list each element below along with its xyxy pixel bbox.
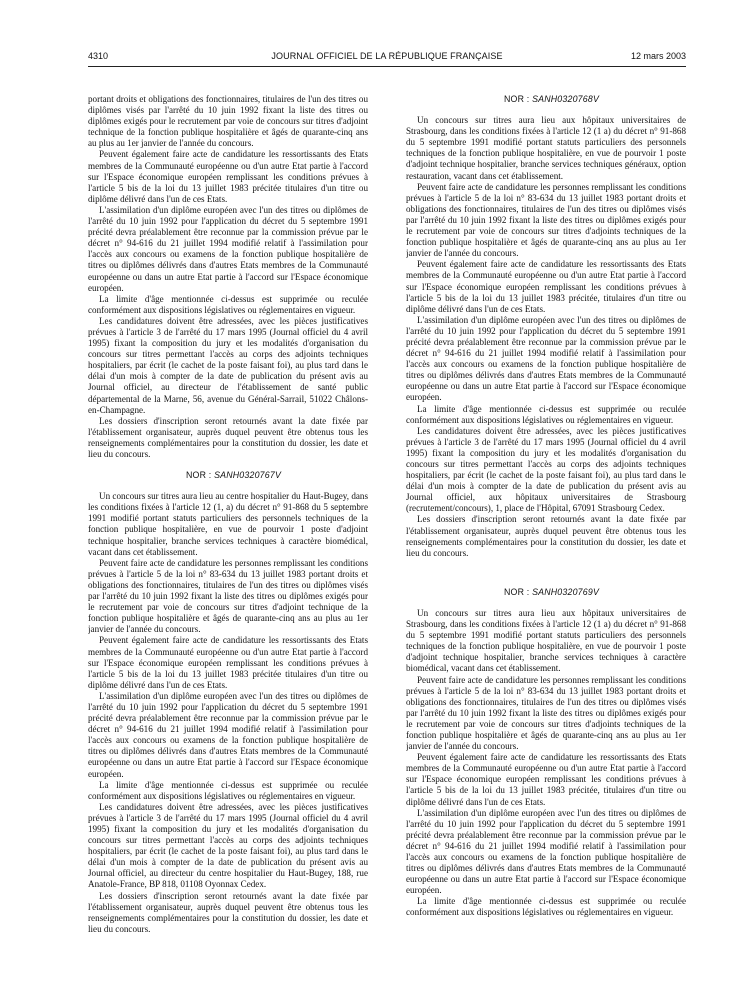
paragraph: Peuvent faire acte de candidature les personnes remplissant les conditions prévues à l'article 5 de la loi n° 83-634 du 13 juillet 1983 portant droits et obligations des fonctionnaires, titulaires de l'un des titres ou diplômes visés par l'arrêté du 10 juin 1992 fixant la liste des titres ou diplômes exigés pour le recrutement par voie de concours sur titres d'adjoints techniques de la fonction publique hospitalière et âgés de quarante-cinq ans au plus au 1er janvier de l'année du concours.	[406, 674, 686, 752]
paragraph: portant droits et obligations des fonctionnaires, titulaires de l'un des titres ou diplômes visés par l'arrêté du 10 juin 1992 fixant la liste des titres ou diplômes exigés pour le recrutement par voie de concours sur titres d'adjoint technique de la fonction publique hospitalière et âgés de quarante-cinq ans au plus au 1er janvier de l'année du concours.	[88, 94, 368, 149]
paragraph: La limite d'âge mentionnée ci-dessus est supprimée ou reculée conformément aux dispositions législatives ou réglementaires en vigueur.	[88, 293, 368, 315]
nor-code: SANH0320769V	[532, 586, 600, 597]
paragraph: La limite d'âge mentionnée ci-dessus est supprimée ou reculée conformément aux dispositions législatives ou réglementaires en vigueur.	[88, 779, 368, 801]
nor-code: SANH0320767V	[214, 470, 282, 481]
paragraph: Peuvent également faire acte de candidature les ressortissants des Etats membres de la Communauté européenne ou d'un autre Etat partie à l'accord sur l'Espace économique européen remplissant les conditions prévues à l'article 5 bis de la loi du 13 juillet 1983 précitée, titulaires d'un titre ou diplôme délivré dans l'un de ces Etats.	[406, 259, 686, 314]
paragraph: Peuvent également faire acte de candidature les ressortissants des Etats membres de la Communauté européenne ou d'un autre Etat partie à l'accord sur l'Espace économique européen remplissant les conditions prévues à l'article 5 bis de la loi du 13 juillet 1983 précitée, titulaires d'un titre ou diplôme délivré dans l'un de ces Etats.	[406, 752, 686, 807]
paragraph: L'assimilation d'un diplôme européen avec l'un des titres ou diplômes de l'arrêté du 10 juin 1992 pour l'application du décret du 5 septembre 1991 précité devra préalablement être reconnue par la commission prévue par le décret n° 94-616 du 21 juillet 1994 modifié relatif à l'assimilation pour l'accès aux concours ou examens de la fonction publique hospitalière de titres ou diplômes délivrés dans d'autres Etats membres de la Communauté européenne ou dans un autre Etat partie à l'accord sur l'Espace économique européen.	[88, 690, 368, 779]
paragraph: Peuvent faire acte de candidature les personnes remplissant les conditions prévues à l'article 5 de la loi n° 83-634 du 13 juillet 1983 portant droits et obligations des fonctionnaires, titulaires de l'un des titres ou diplômes visés par l'arrêté du 10 juin 1992 fixant la liste des titres ou diplômes exigés pour le recrutement par voie de concours sur titres d'adjoint technique de la fonction publique hospitalière et âgés de quarante-cinq ans au plus au 1er janvier de l'année du concours.	[88, 557, 368, 635]
left-column	[88, 94, 368, 984]
paragraph: Les candidatures doivent être adressées, avec les pièces justificatives prévues à l'article 3 de l'arrêté du 17 mars 1995 (Journal officiel du 4 avril 1995) fixant la composition du jury et les modalités d'organisation du concours sur titres permettant l'accès au corps des adjoints techniques hospitaliers, par écrit (le cachet de la poste faisant foi), au plus tard dans le délai d'un mois à compter de la date de publication du présent avis au Journal officiel, au directeur de l'établissement de santé public départemental de la Marne, 56, avenue du Général-Sarrail, 51022 Châlons-en-Champagne.	[88, 315, 368, 415]
page-header	[88, 49, 686, 63]
paragraph: Un concours sur titres aura lieu au centre hospitalier du Haut-Bugey, dans les conditions fixées à l'article 12 (1, a) du décret n° 91-868 du 5 septembre 1991 modifié portant statuts particuliers des personnels techniques de la fonction publique hospitalière, en vue de pourvoir 1 poste d'adjoint technique hospitalier, branche services techniques à caractère biomédical, vacant dans cet établissement.	[88, 491, 368, 557]
paragraph: Peuvent également faire acte de candidature les ressortissants des Etats membres de la Communauté européenne ou d'un autre Etat partie à l'accord sur l'Espace économique européen remplissant les conditions prévues à l'article 5 bis de la loi du 13 juillet 1983 précitée titulaires d'un titre ou diplôme délivré dans l'un de ces Etats.	[88, 149, 368, 204]
page-number: 4310	[88, 51, 109, 61]
paragraph: Un concours sur titres aura lieu aux hôpitaux universitaires de Strasbourg, dans les conditions fixées à l'article 12 (1 a) du décret n° 91-868 du 5 septembre 1991 modifié portant statuts particuliers des personnels techniques de la fonction publique hospitalière, en vue de pourvoir 1 poste d'adjoint technique hospitalier, branche services techniques généraux, option restauration, vacant dans cet établissement.	[406, 115, 686, 181]
paragraph: Les candidatures doivent être adressées, avec les pièces justificatives prévues à l'article 3 de l'arrêté du 17 mars 1995 (Journal officiel du 4 avril 1995) fixant la composition du jury et les modalités d'organisation du concours sur titres permettant l'accès au corps des adjoints techniques hospitaliers, par écrit (le cachet de la poste faisant foi), au plus tard dans le délai d'un mois à compter de la date de publication du présent avis au Journal officiel, aux hôpitaux universitaires de Strasbourg (recrutement/concours), 1, place de l'Hôpital, 67091 Strasbourg Cedex.	[406, 425, 686, 514]
paragraph: L'assimilation d'un diplôme européen avec l'un des titres ou diplômes de l'arrêté du 10 juin 1992 pour l'application du décret du 5 septembre 1991 précité devra préalablement être reconnue par la commission prévue par le décret n° 94-616 du 21 juillet 1994 modifié relatif à l'assimilation pour l'accès aux concours ou examens de la fonction publique hospitalière de titres ou diplômes délivrés dans d'autres Etats membres de la Communauté européenne ou dans un autre Etat partie à l'accord sur l'Espace économique européen.	[406, 314, 686, 403]
paragraph: L'assimilation d'un diplôme européen avec l'un des titres ou diplômes de l'arrêté du 10 juin 1992 pour l'application du décret du 5 septembre 1991 précité devra préalablement être reconnue par la commission prévue par le décret n° 94-616 du 21 juillet 1994 modifié relatif à l'assimilation pour l'accès aux concours ou examens de la fonction publique hospitalière de titres ou diplômes délivrés dans d'autres Etats membres de la Communauté européenne ou dans un autre Etat partie à l'accord sur l'Espace économique européen.	[88, 204, 368, 293]
paragraph: Les dossiers d'inscription seront retournés avant la date fixée par l'établissement organisateur, auprès duquel peuvent être obtenus tous les renseignements complémentaires pour la constitution du dossier, les date et lieu du concours.	[406, 514, 686, 558]
nor-label: NOR :	[185, 470, 212, 481]
paragraph: La limite d'âge mentionnée ci-dessus est supprimée ou reculée conformément aux dispositions législatives ou réglementaires en vigueur.	[406, 403, 686, 425]
paragraph: Les dossiers d'inscription seront retournés avant la date fixée par l'établissement organisateur, auprès duquel peuvent être obtenus tous les renseignements complémentaires pour la constitution du dossier, les date et lieu du concours.	[88, 415, 368, 459]
paragraph: Les dossiers d'inscription seront retournés avant la date fixée par l'établissement organisateur, auprès duquel peuvent être obtenus tous les renseignements complémentaires pour la constitution du dossier, les date et lieu du concours.	[88, 890, 368, 934]
paragraph: La limite d'âge mentionnée ci-dessus est supprimée ou reculée conformément aux dispositions législatives ou réglementaires en vigueur.	[406, 896, 686, 918]
publication-date: 12 mars 2003	[630, 51, 686, 61]
nor-label: NOR :	[503, 586, 530, 597]
paragraph: Peuvent faire acte de candidature les personnes remplissant les conditions prévues à l'article 5 de la loi n° 83-634 du 13 juillet 1983 portant droits et obligations des fonctionnaires, titulaires de l'un des titres ou diplômes visés par l'arrêté du 10 juin 1992 fixant la liste des titres ou diplômes exigés pour le recrutement par voie de concours sur titres d'adjoints techniques de la fonction publique hospitalière et âgés de quarante-cinq ans au plus au 1er janvier de l'année du concours.	[406, 181, 686, 259]
paragraph: Un concours sur titres aura lieu aux hôpitaux universitaires de Strasbourg, dans les conditions fixées à l'article 12 (1 a) du décret n° 91-868 du 5 septembre 1991 modifié portant statuts particuliers des personnels techniques de la fonction publique hospitalière, en vue de pourvoir 1 poste d'adjoint technique hospitalier, branche services techniques à caractère biomédical, vacant dans cet établissement.	[406, 607, 686, 674]
paragraph: L'assimilation d'un diplôme européen avec l'un des titres ou diplômes de l'arrêté du 10 juin 1992 pour l'application du décret du 5 septembre 1991 précité devra préalablement être reconnue par la commission prévue par le décret n° 94-616 du 21 juillet 1994 modifié relatif à l'assimilation pour l'accès aux concours ou examens de la fonction publique hospitalière de titres ou diplômes délivrés dans d'autres Etats membres de la Communauté européenne ou dans un autre Etat partie à l'accord sur l'Espace économique européen.	[406, 807, 686, 896]
nor-reference	[88, 470, 368, 481]
header-rule	[88, 66, 686, 67]
nor-label: NOR :	[503, 94, 530, 104]
nor-code: SANH0320768V	[532, 94, 600, 104]
paragraph: Les candidatures doivent être adressées, avec les pièces justificatives prévues à l'article 3 de l'arrêté du 17 mars 1995 (Journal officiel du 4 avril 1995) fixant la composition du jury et les modalités d'organisation du concours sur titres permettant l'accès au corps des adjoints techniques hospitaliers, par écrit (le cachet de la poste faisant foi), au plus tard dans le délai d'un mois à compter de la date de publication du présent avis au Journal officiel, au directeur du centre hospitalier du Haut-Bugey, 188, rue Anatole-France, BP 818, 01108 Oyonnax Cedex.	[88, 801, 368, 890]
nor-reference	[406, 94, 686, 105]
right-column	[406, 94, 686, 984]
paragraph: Peuvent également faire acte de candidature les ressortissants des Etats membres de la Communauté européenne ou d'un autre Etat partie à l'accord sur l'Espace économique européen remplissant les conditions prévues à l'article 5 bis de la loi du 13 juillet 1983 précitée titulaires d'un titre ou diplôme délivré dans l'un de ces Etats.	[88, 635, 368, 690]
nor-reference	[406, 587, 686, 598]
journal-title: JOURNAL OFFICIEL DE LA RÉPUBLIQUE FRANÇAISE	[271, 51, 503, 61]
